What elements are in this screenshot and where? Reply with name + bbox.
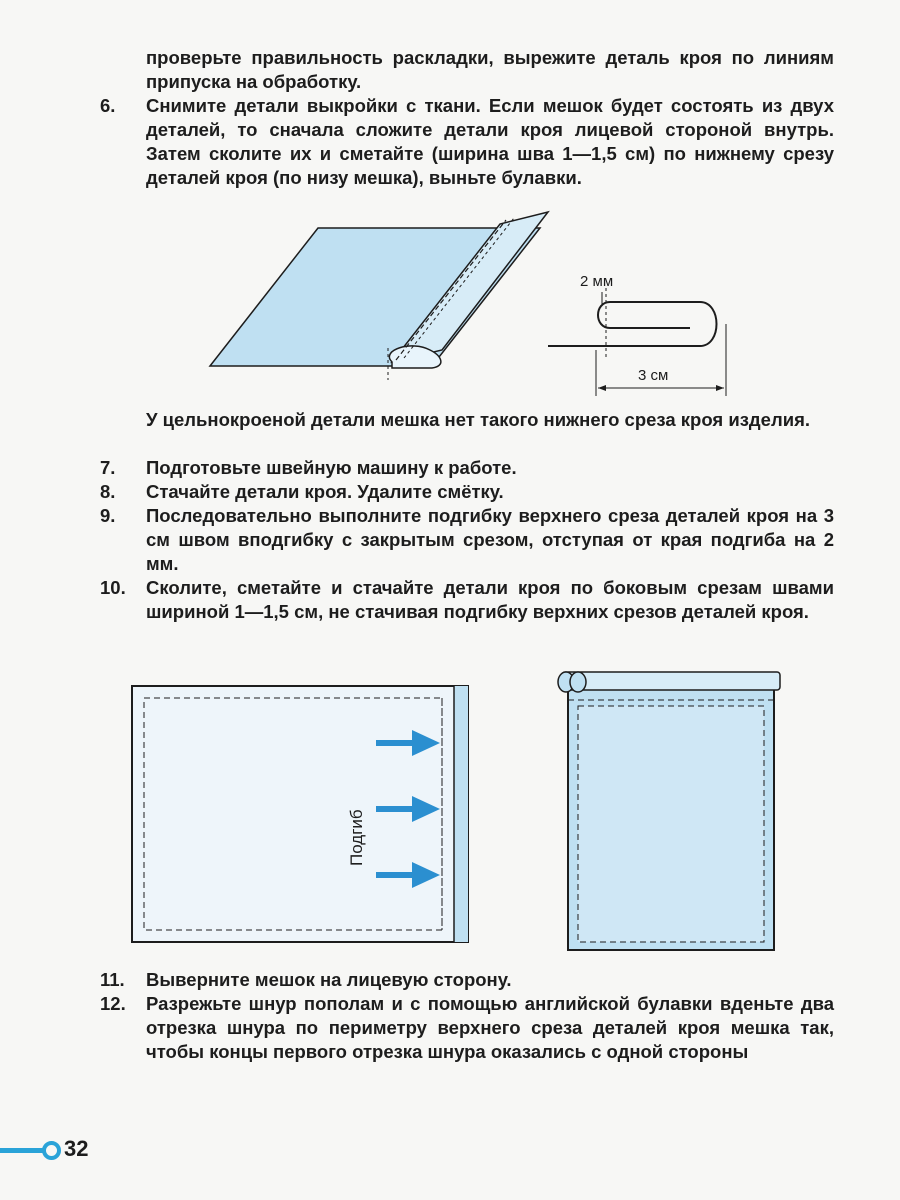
page-number: 32 <box>64 1136 89 1161</box>
step-text: Выверните мешок на лицевую сторону. <box>146 969 512 990</box>
dimension-arrow-right <box>716 385 724 391</box>
step-9 <box>100 504 834 576</box>
bag-top-hem <box>562 672 780 690</box>
cord-opening-right <box>570 672 586 692</box>
step-number: 6. <box>100 95 116 116</box>
footer-accent-ring <box>42 1141 61 1160</box>
step-6 <box>100 94 834 190</box>
label-3cm: 3 см <box>638 367 669 384</box>
note-paragraph: У цельнокроеной детали мешка нет такого нижнего среза кроя изделия. <box>146 409 811 430</box>
step-number: 8. <box>100 481 116 502</box>
footer-accent-line <box>0 1148 46 1153</box>
step-12 <box>100 992 834 1064</box>
fold-detail-curve <box>548 302 717 346</box>
step-10 <box>100 576 834 624</box>
figure-fold-seam <box>0 200 900 430</box>
step-11 <box>100 968 834 992</box>
step-text: Сколите, сметайте и стачайте детали кроя по боковым срезам швами шириной 1—1,5 см, не стачивая подгибку верхних срезов деталей кроя. <box>146 577 834 622</box>
step-7 <box>100 456 834 480</box>
step-text: Последовательно выполните подгибку верхнего среза деталей кроя на 3 см швом вподгибку с закрытым срезом, отступая от края подгиба на 2 мм. <box>146 505 834 574</box>
label-2mm: 2 мм <box>580 273 614 290</box>
step-number: 11. <box>100 969 125 990</box>
step-number: 10. <box>100 577 126 598</box>
bag-inner-panel <box>578 706 764 942</box>
dimension-arrow-left <box>598 385 606 391</box>
step-text: Стачайте детали кроя. Удалите смётку. <box>146 481 504 502</box>
step-number: 12. <box>100 993 126 1014</box>
fold-label: Подгиб <box>347 809 366 866</box>
step-text: Разрежьте шнур пополам и с помощью английской булавки вденьте два отрезка шнура по периметру верхнего среза деталей кроя мешка так, чтобы концы первого отрезка шнура оказались с одной стороны <box>146 993 834 1062</box>
step-number: 9. <box>100 505 116 526</box>
step-text: Снимите детали выкройки с ткани. Если мешок будет состоять из двух деталей, то сначала сложите детали кроя лицевой стороной внутрь. Затем сколите их и сметайте (ширина шва 1—1,5 см) по нижнему срезу деталей кроя (по низу мешка), выньте булавки. <box>146 95 834 188</box>
step-number: 7. <box>100 457 116 478</box>
intro-paragraph: проверьте правильность раскладки, вырежите деталь кроя по линиям припуска на обработку. <box>146 47 834 92</box>
step-8 <box>100 480 834 504</box>
step-text: Подготовьте швейную машину к работе. <box>146 457 517 478</box>
fold-allowance-strip <box>454 686 468 942</box>
figure-bag-assembly <box>0 662 900 962</box>
